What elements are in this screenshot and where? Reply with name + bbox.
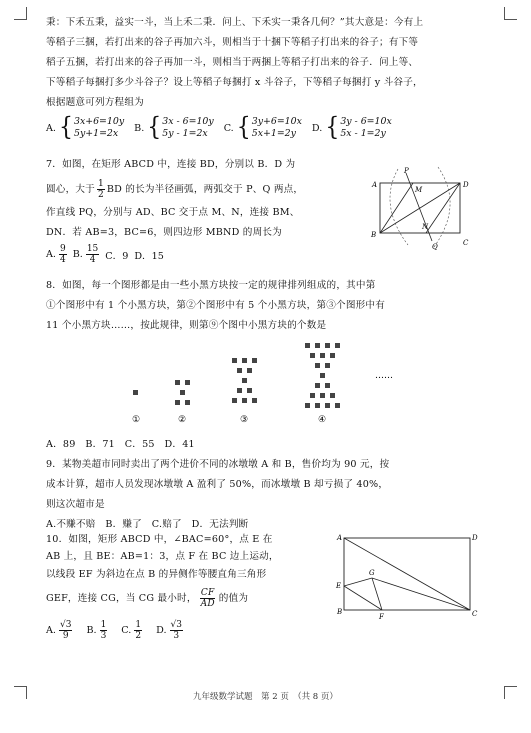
q10-segment-eg: [344, 578, 372, 586]
page-footer: 九年级数学试题 第 2 页 （共 8 页）: [193, 692, 338, 702]
q10-label-d: D: [472, 534, 478, 542]
q7-label-p: P: [404, 167, 409, 175]
q6-text-line-3: 稻子五捆，若打出来的谷子再加一斗，则相当于两捆上等稻子打出来的谷子．问上等、: [46, 57, 419, 68]
q10-option-a[interactable]: A. $\frac{√3}{9}$: [46, 620, 72, 641]
q10-text-line-2: AB 上，且 BE：AB=1：3，点 F 在 BC 边上运动，: [46, 551, 279, 562]
q7-arc-right: [434, 167, 450, 247]
q8-options[interactable]: A．89 B．71 C．55 D．41: [46, 439, 195, 450]
q7-label-q: Q: [432, 243, 438, 250]
crop-mark-top-right: [504, 7, 517, 20]
q7-option-a[interactable]: A. $\frac{9}{4}$: [46, 244, 66, 265]
q7-arc-left: [390, 169, 408, 245]
q7-text-line-4: DN．若 AB=3，BC=6，则四边形 MBND 的周长为: [46, 227, 282, 238]
q10-text-line-4: GEF，连接 CG，当 CG 最小时， $\frac{CF}{AD}$ 的值为: [46, 588, 249, 609]
q7-option-d[interactable]: D．15: [134, 250, 164, 262]
q6-option-a[interactable]: A. { 3x+6=10y 5y+1=2x: [46, 113, 125, 142]
q7-segment-bm: [380, 183, 413, 233]
q7-fraction-half: $\frac{1}{2}$: [97, 179, 104, 200]
q8-text-line-2: ①个图形中有 1 个小黑方块，第②个图形中有 5 个小黑方块，第③个图形中有: [46, 300, 386, 311]
q8-ellipsis: ……: [375, 371, 393, 381]
q7-options: [46, 244, 164, 265]
q10-segment-gf: [372, 578, 382, 610]
q9-text-line-2: 成本计算，超市人员发现冰墩墩 A 盈利了 50%，而冰墩墩 B 却亏损了 40%，: [46, 479, 389, 490]
q7-label-m: M: [415, 186, 423, 194]
q10-option-c[interactable]: C. $\frac{1}{2}$: [121, 620, 142, 641]
q10-options: [46, 620, 183, 641]
q7-label-d: D: [463, 181, 469, 189]
q8-text-line-3: 11 个小黑方块……，按此规律，则第⑨个图中小黑方块的个数是: [46, 320, 327, 331]
q8-label-1: ①: [132, 415, 141, 425]
q9-text-line-3: 则这次超市是: [46, 499, 105, 510]
q6-text-line-2: 等稻子三捆，若打出来的谷子再加六斗，则相当于十捆下等稻子打出来的谷子；有下等: [46, 37, 419, 48]
q10-fraction-cf-ad: $\frac{CF}{AD}$: [200, 588, 215, 609]
q8-label-2: ②: [178, 415, 187, 425]
q9-text-line-1: 9．某物美超市同时卖出了两个进价不同的冰墩墩 A 和 B，售价均为 90 元，按: [46, 459, 390, 470]
crop-mark-top-left: [14, 7, 27, 20]
q7-option-c[interactable]: C．9: [105, 250, 129, 262]
q10-diagonal-ac: [344, 538, 470, 610]
q7-rectangle-figure: [368, 165, 478, 250]
q10-segment-ef: [344, 586, 382, 610]
q7-label-c: C: [463, 239, 469, 247]
q7-label-a: A: [372, 181, 378, 189]
q10-label-g: G: [369, 569, 375, 577]
q10-label-a: A: [337, 534, 343, 542]
q7-label-b: B: [371, 231, 377, 239]
q7-option-b[interactable]: B. $\frac{15}{4}$: [72, 244, 99, 265]
q7-text-line-1: 7．如图，在矩形 ABCD 中，连接 BD，分别以 B．D 为: [46, 159, 296, 170]
q10-option-b[interactable]: B. $\frac{1}{3}$: [86, 620, 107, 641]
q8-label-4: ④: [318, 415, 327, 425]
q7-segment-dn: [426, 183, 460, 233]
q8-fig1-square: [133, 390, 138, 395]
q10-rectangle-figure: [332, 528, 482, 620]
q6-text-line-4: 下等稻子每捆打多少斗谷子？设上等稻子每捆打 x 斗谷子，下等稻子每捆打 y 斗谷子，: [46, 77, 423, 88]
q10-option-d[interactable]: D. $\frac{√3}{3}$: [156, 620, 182, 641]
q10-label-e: E: [336, 582, 342, 590]
q10-text-line-1: 10．如图，矩形 ABCD 中，∠BAC=60°，点 E 在: [46, 534, 273, 545]
q7-text-line-3: 作直线 PQ，分别与 AD、BC 交于点 M、N，连接 BM、: [46, 207, 300, 218]
q10-text-line-3: 以线段 EF 为斜边在点 B 的异侧作等腰直角三角形: [46, 569, 267, 580]
q9-options[interactable]: A.不赚不赔 B．赚了 C.赔了 D．无法判断: [46, 519, 249, 530]
q6-options: [46, 113, 392, 142]
q8-label-3: ③: [240, 415, 249, 425]
q6-text-line-1: 秉：下禾五秉，益实一斗，当上禾二秉．问上、下禾实一秉各几何？”其大意是：今有上: [46, 17, 424, 28]
q6-text-line-5: 根据题意可列方程组为: [46, 97, 144, 108]
q10-label-c: C: [472, 610, 478, 618]
q10-segment-cg: [372, 578, 470, 610]
q6-option-c[interactable]: C. { 3y+6=10x 5x+1=2y: [223, 113, 302, 142]
q10-label-f: F: [379, 613, 384, 620]
q8-pattern-figure: [120, 338, 400, 428]
q7-label-n: N: [422, 223, 429, 231]
q6-option-d[interactable]: D. { 3y - 6=10x 5x - 1=2y: [311, 113, 392, 142]
q10-label-b: B: [337, 608, 343, 616]
q8-text-line-1: 8．如图，每一个图形都是由一些小黑方块按一定的规律排列组成的，其中第: [46, 280, 376, 291]
q7-text-line-2: 圆心，大于 $\frac{1}{2}$ BD 的长为半径画弧，两弧交于 P、Q 两点，: [46, 179, 304, 200]
q6-option-b[interactable]: B. { 3x - 6=10y 5y - 1=2x: [134, 113, 214, 142]
